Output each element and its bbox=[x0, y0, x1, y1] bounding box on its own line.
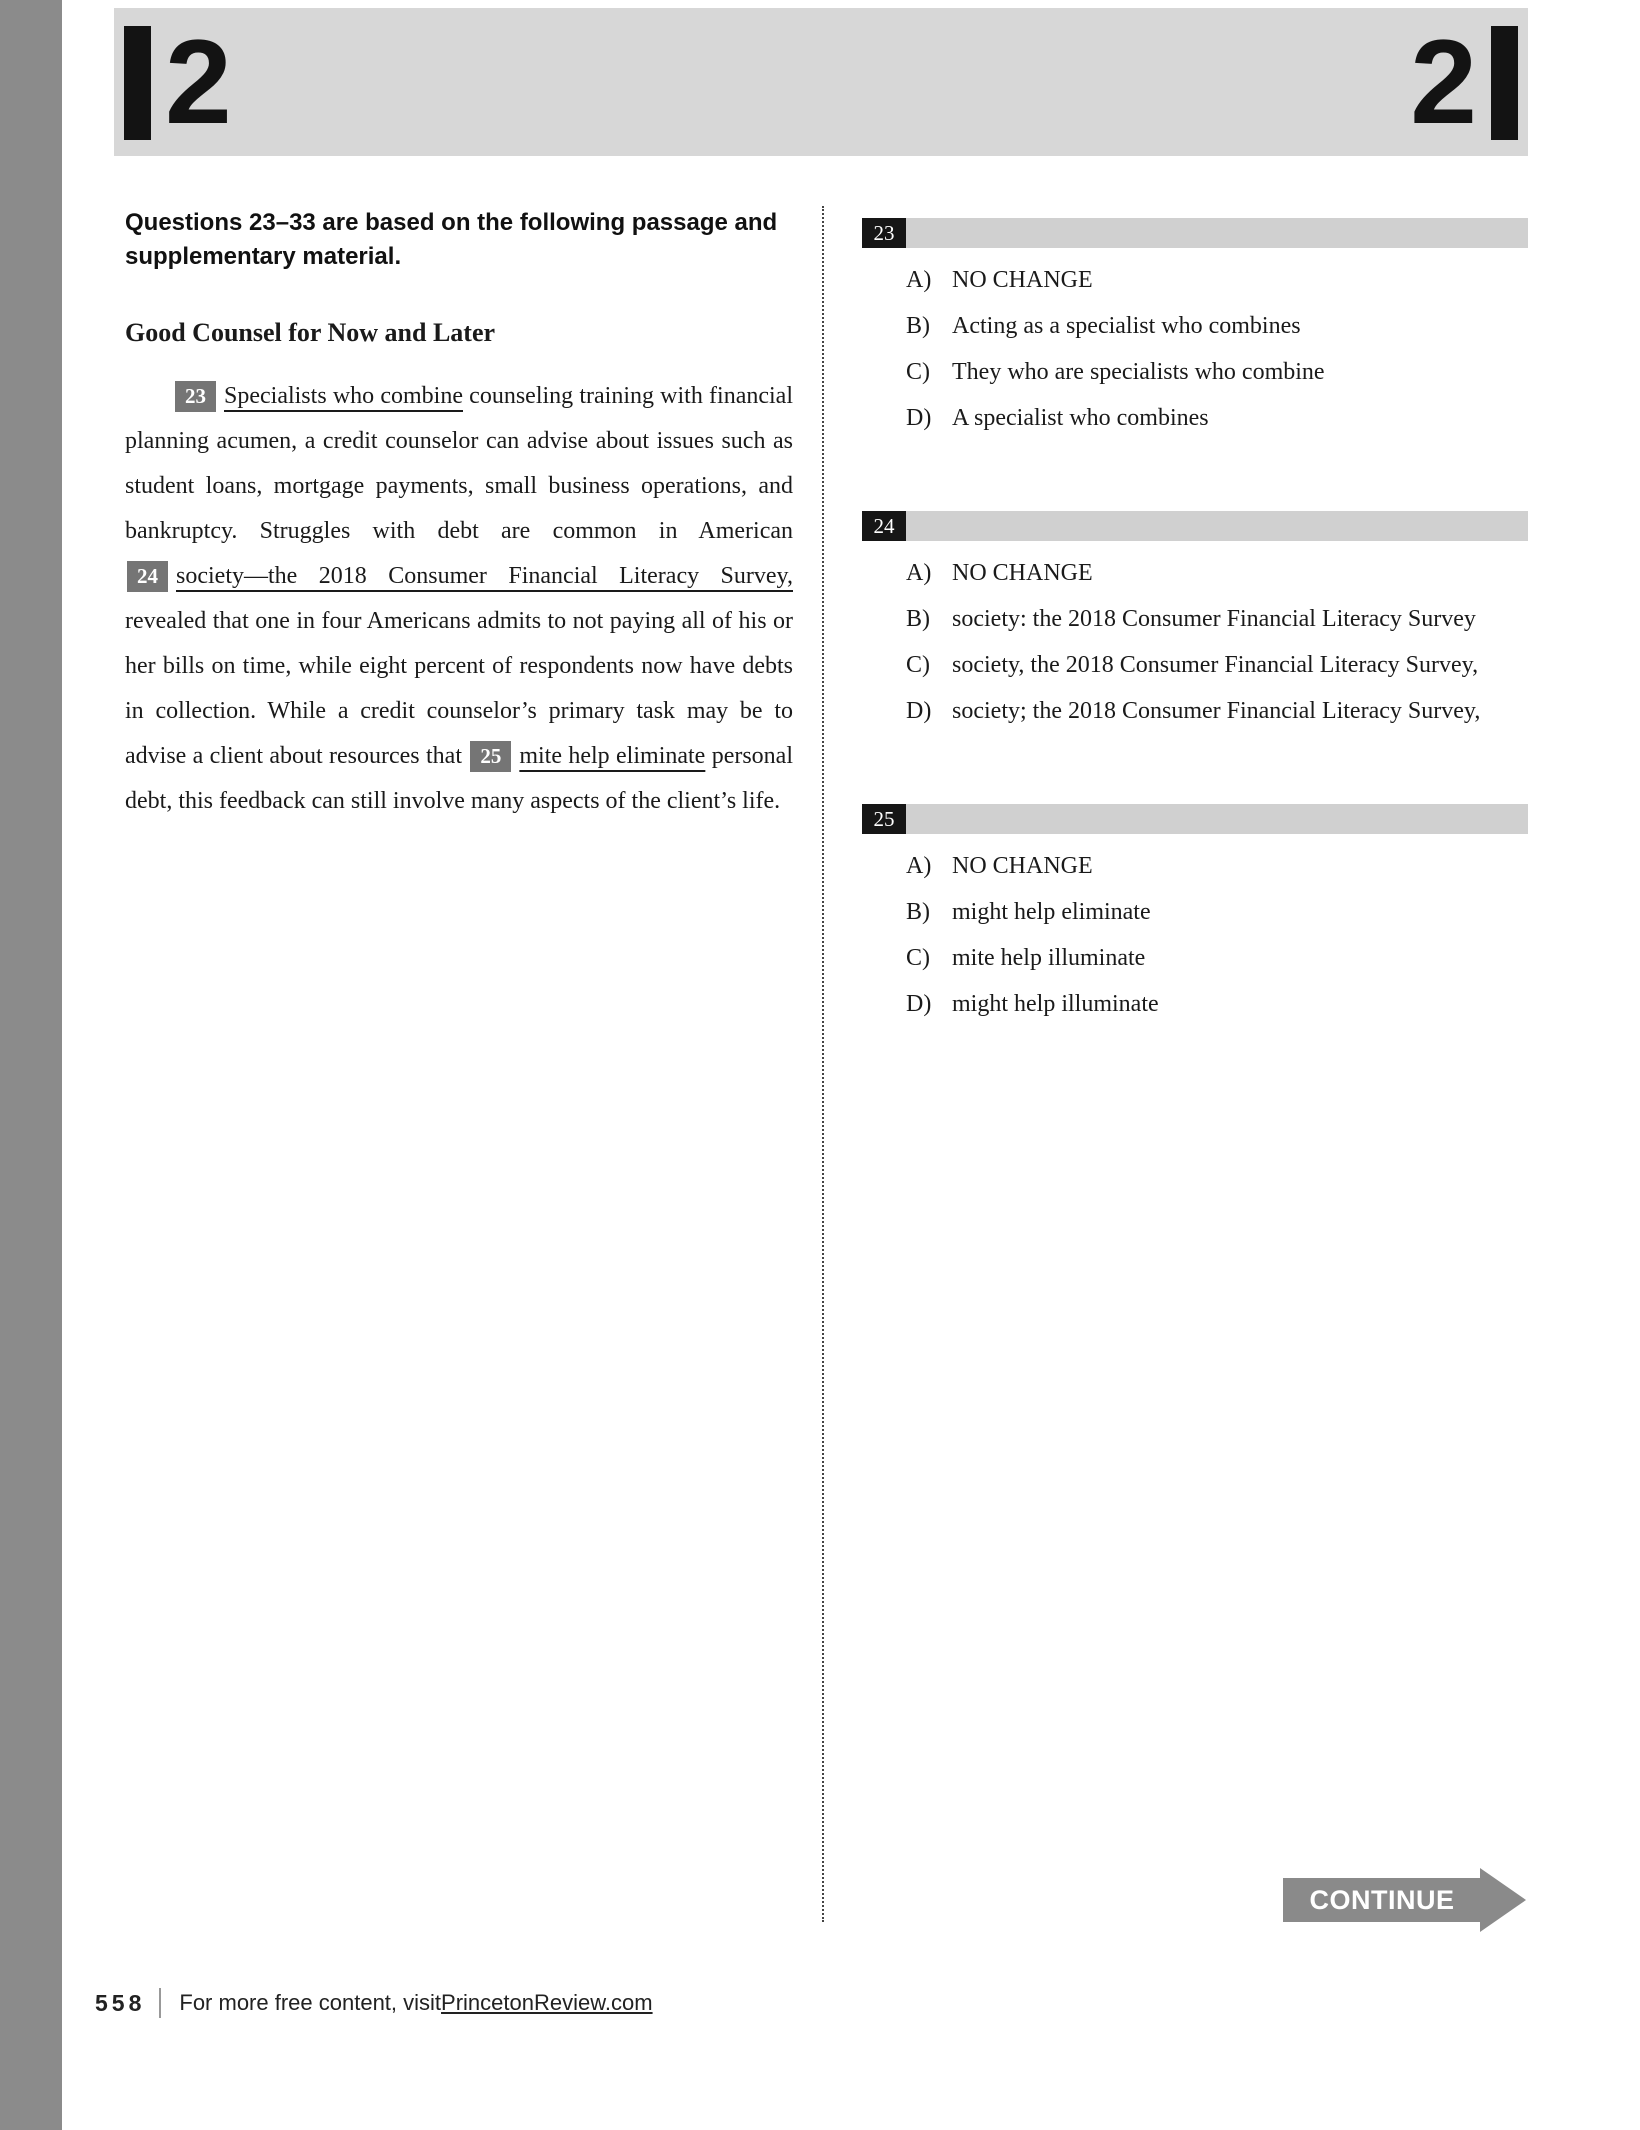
option-text: society: the 2018 Consumer Financial Literacy Survey bbox=[952, 606, 1476, 632]
footer-text: For more free content, visit bbox=[179, 1990, 442, 2015]
answer-option bbox=[906, 603, 1528, 636]
questions-column bbox=[862, 218, 1528, 1097]
answer-option bbox=[906, 356, 1528, 389]
section-header-band bbox=[114, 8, 1528, 156]
option-letter: C) bbox=[906, 359, 930, 385]
option-text: NO CHANGE bbox=[952, 560, 1093, 586]
answer-option bbox=[906, 649, 1528, 682]
underlined-phrase: mite help eliminate bbox=[519, 743, 706, 769]
question-header-bar bbox=[862, 804, 1528, 834]
option-list bbox=[862, 557, 1528, 728]
option-text: might help illuminate bbox=[952, 991, 1159, 1017]
option-letter: B) bbox=[906, 606, 930, 632]
option-letter: B) bbox=[906, 313, 930, 339]
question-header-bar bbox=[862, 218, 1528, 248]
answer-option bbox=[906, 402, 1528, 435]
continue-arrow-icon bbox=[1480, 1868, 1526, 1932]
continue-label: CONTINUE bbox=[1309, 1884, 1455, 1915]
answer-option bbox=[906, 310, 1528, 343]
passage-title: Good Counsel for Now and Later bbox=[125, 318, 496, 347]
answer-option bbox=[906, 896, 1528, 929]
option-text: Acting as a specialist who combines bbox=[952, 313, 1301, 339]
question-number: 25 bbox=[862, 804, 906, 834]
answer-option bbox=[906, 557, 1528, 590]
left-black-bar bbox=[124, 26, 151, 140]
footer-divider bbox=[159, 1988, 161, 2018]
underlined-phrase: society—the 2018 Consumer Financial Literacy Survey, bbox=[176, 563, 793, 589]
option-text: A specialist who combines bbox=[952, 405, 1209, 431]
option-letter: C) bbox=[906, 945, 930, 971]
option-text: society, the 2018 Consumer Financial Literacy Survey, bbox=[952, 652, 1479, 678]
option-letter: A) bbox=[906, 560, 932, 586]
left-margin-strip bbox=[0, 0, 62, 2130]
option-text: NO CHANGE bbox=[952, 853, 1093, 879]
column-divider bbox=[822, 206, 824, 1922]
passage-directions: Questions 23–33 are based on the following passage and supplementary material. bbox=[125, 209, 778, 270]
continue-button[interactable] bbox=[1283, 1878, 1481, 1922]
option-letter: C) bbox=[906, 652, 930, 678]
right-black-bar bbox=[1491, 26, 1518, 140]
footer-link[interactable]: PrincetonReview.com bbox=[441, 1990, 653, 2015]
option-letter: D) bbox=[906, 405, 932, 431]
section-number-right: 2 bbox=[1410, 15, 1477, 149]
option-letter: D) bbox=[906, 991, 932, 1017]
passage-question-marker: 25 bbox=[470, 741, 511, 772]
option-text: NO CHANGE bbox=[952, 267, 1093, 293]
question-header-bar bbox=[862, 511, 1528, 541]
option-list bbox=[862, 264, 1528, 435]
passage-question-marker: 23 bbox=[175, 381, 216, 412]
option-letter: A) bbox=[906, 267, 932, 293]
answer-option bbox=[906, 695, 1528, 728]
page-footer bbox=[95, 1988, 653, 2018]
question-block bbox=[862, 511, 1528, 728]
option-text: might help eliminate bbox=[952, 899, 1151, 925]
answer-option bbox=[906, 264, 1528, 297]
option-text: They who are specialists who combine bbox=[952, 359, 1325, 385]
answer-option bbox=[906, 942, 1528, 975]
passage-text: revealed that one in four Americans admits to not paying all of his or her bills on time, while eight percent of respondents now have debts in collection. While a credit counselor’s primary task may be to advise a client about resources that bbox=[125, 608, 793, 769]
question-block bbox=[862, 804, 1528, 1021]
option-list bbox=[862, 850, 1528, 1021]
underlined-phrase: Specialists who combine bbox=[224, 383, 463, 409]
passage-body bbox=[125, 374, 793, 824]
section-header-left bbox=[124, 15, 246, 149]
passage-text: counseling training with financial planning acumen, a credit counselor can advise about issues such as student loans, mortgage payments, small business operations, and bankruptcy. Struggles with debt are common in American bbox=[125, 383, 793, 544]
option-letter: B) bbox=[906, 899, 930, 925]
section-header-right bbox=[1396, 15, 1518, 149]
question-block bbox=[862, 218, 1528, 435]
answer-option bbox=[906, 988, 1528, 1021]
section-number-left: 2 bbox=[165, 15, 232, 149]
option-letter: D) bbox=[906, 698, 932, 724]
option-text: mite help illuminate bbox=[952, 945, 1146, 971]
passage-text: personal debt, this feedback can still involve many aspects of the client’s life. bbox=[125, 743, 794, 814]
passage-question-marker: 24 bbox=[127, 561, 168, 592]
question-number: 24 bbox=[862, 511, 906, 541]
option-letter: A) bbox=[906, 853, 932, 879]
answer-option bbox=[906, 850, 1528, 883]
passage-column bbox=[125, 206, 793, 824]
question-number: 23 bbox=[862, 218, 906, 248]
page-number: 558 bbox=[95, 1989, 146, 2016]
option-text: society; the 2018 Consumer Financial Literacy Survey, bbox=[952, 698, 1481, 724]
